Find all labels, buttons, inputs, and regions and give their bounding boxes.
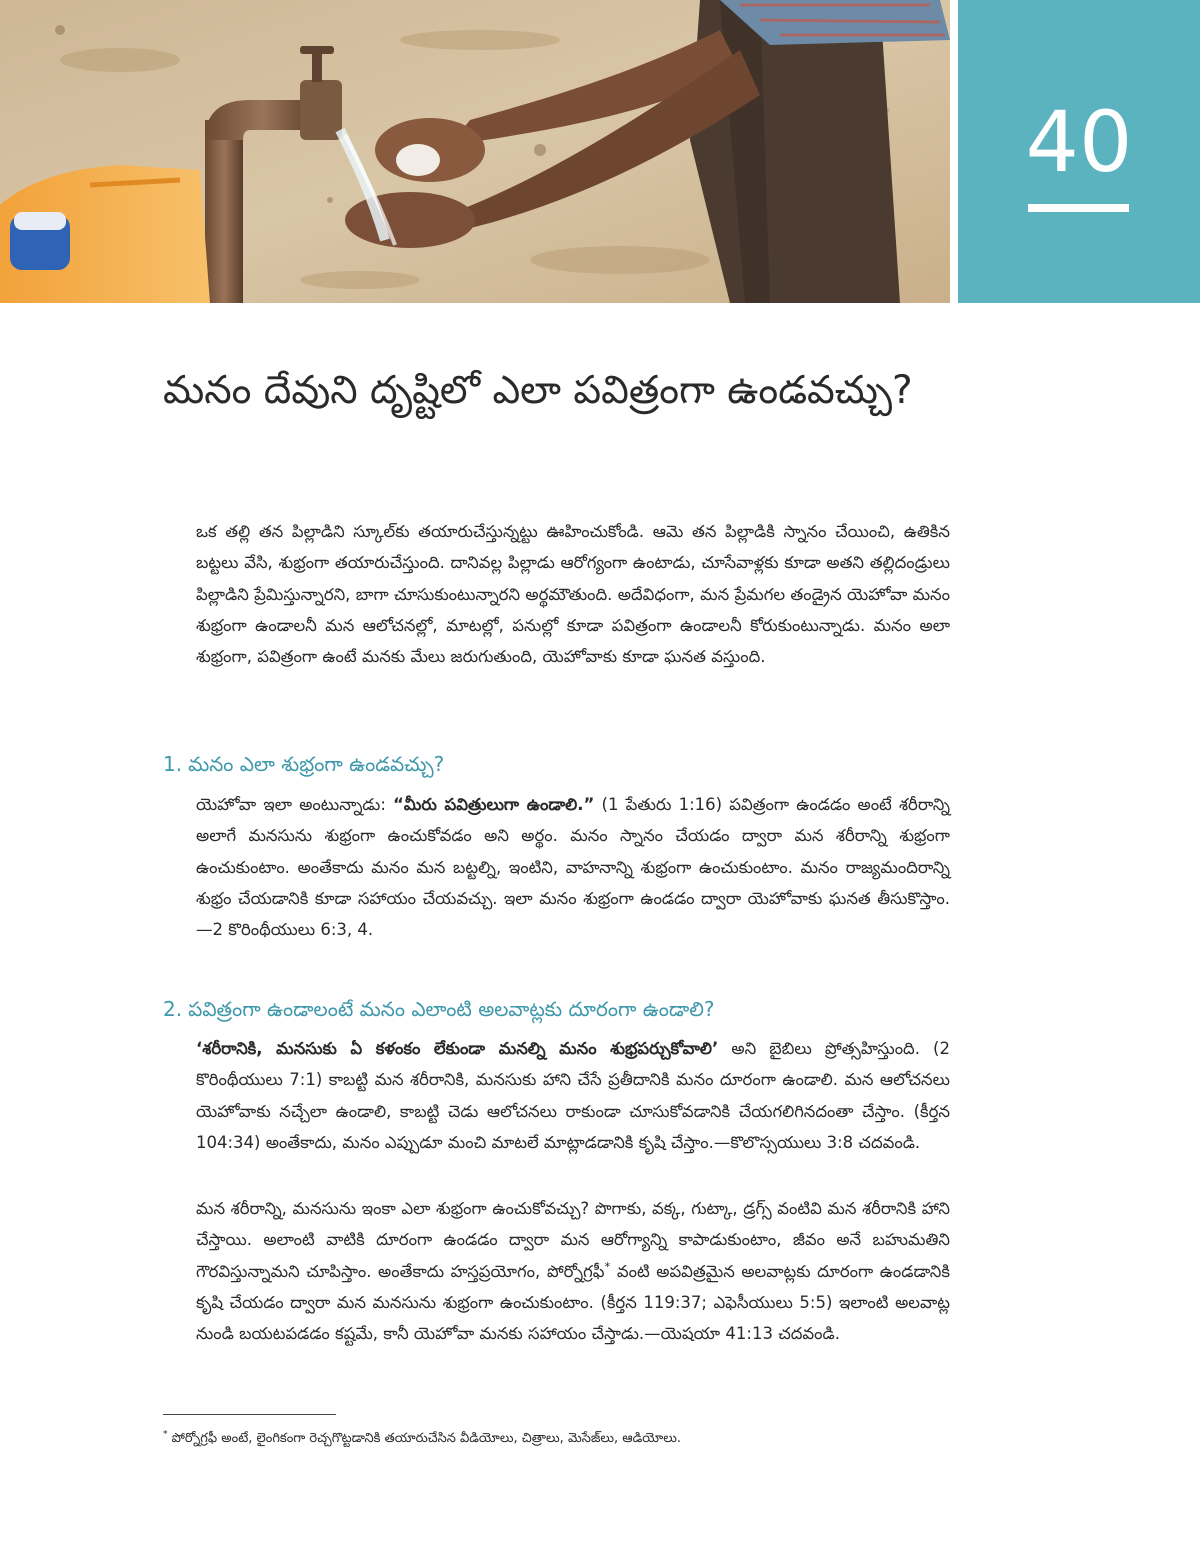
footnote-mark: * — [163, 1429, 168, 1440]
section-1-paragraph — [196, 789, 950, 945]
footnote — [163, 1428, 963, 1450]
section-2-para2-part-a: మన శరీరాన్ని, మనసును ఇంకా ఎలా శుభ్రంగా ఉంచుకోవచ్చు? పొగాకు, వక్క, గుట్కా, డ్రగ్స్ వంటివి మన శరీరానికి హాని చేస్తాయి. అలాంటి వాటికి దూరంగా ఉండడం ద్వారా మన ఆరోగ్యాన్ని కాపాడుకుంటాం, జీవం అనే బహుమతిని గౌరవిస్తున్నామని చూపిస్తాం. అంతేకాదు హస్తప్రయోగం, పోర్నోగ్రఫీ — [196, 1199, 950, 1281]
section-1-body: (1 పేతురు 1:16) పవిత్రంగా ఉండడం అంటే శరీరాన్ని అలాగే మనసును శుభ్రంగా ఉంచుకోవడం అని అర్థం. మనం స్నానం చేయడం ద్వారా మన శరీరాన్ని శుభ్రంగా ఉంచుకుంటాం. అంతేకాదు మనం మన బట్టల్ని, ఇంటిని, వాహనాన్ని శుభ్రంగా ఉంచుకుంటాం. మనం రాజ్యమందిరాన్ని శుభ్రం చేయడానికి కూడా సహాయం చేయవచ్చు. ఇలా మనం శుభ్రంగా ఉండడం ద్వారా యెహోవాకు ఘనత తీసుకొస్తాం. —2 కొరింథీయులు 6:3, 4. — [196, 795, 950, 940]
section-2-quote: ‘శరీరానికి, మనసుకు ఏ కళంకం లేకుండా మనల్ని మనం శుభ్రపర్చుకోవాలి’ — [196, 1039, 719, 1058]
section-2-body: అని బైబిలు ప్రోత్సహిస్తుంది. (2 కొరింథీయులు 7:1) కాబట్టి మన శరీరానికి, మనసుకు హాని చేసే ప్రతీదానికి మనం దూరంగా ఉండాలి. మన ఆలోచనలు యెహోవాకు నచ్చేలా ఉండాలి, కాబట్టి చెడు ఆలోచనలు రాకుండా చూసుకోవడానికి చేయగలిగినదంతా చేస్తాం. (కీర్తన 104:34) అంతేకాదు, మనం ఎప్పుడూ మంచి మాటలే మాట్లాడడానికి కృషి చేస్తాం.—కొలొస్సయులు 3:8 చదవండి. — [196, 1039, 950, 1152]
section-2-heading — [163, 993, 715, 1025]
lesson-number-panel — [958, 0, 1200, 303]
footnote-text: పోర్నోగ్రఫీ అంటే, లైంగికంగా రెచ్చగొట్టడానికి తయారుచేసిన వీడియోలు, చిత్రాలు, మెసేజ్‌లు, ఆడియోలు. — [167, 1431, 682, 1446]
section-1-number: 1. — [163, 752, 183, 776]
section-2-para2-part-b: వంటి అపవిత్రమైన అలవాట్లకు దూరంగా ఉండడానికి కృషి చేయడం ద్వారా మన మనసును శుభ్రంగా ఉంచుకుంటాం. (కీర్తన 119:37; ఎఫెసీయులు 5:5) ఇలాంటి అలవాట్ల నుండి బయటపడడం కష్టమే, కానీ యెహోవా మనకు సహాయం చేస్తాడు.—యెషయా 41:13 చదవండి. — [196, 1261, 951, 1344]
hero-photo — [0, 0, 950, 303]
lesson-number-underline — [1028, 204, 1129, 212]
intro-paragraph: ఒక తల్లి తన పిల్లాడిని స్కూల్‌కు తయారుచేస్తున్నట్టు ఊహించుకోండి. ఆమె తన పిల్లాడికి స్నానం చేయించి, ఉతికిన బట్టలు వేసి, శుభ్రంగా తయారుచేస్తుంది. దానివల్ల పిల్లాడు ఆరోగ్యంగా ఉంటాడు, చూసేవాళ్లకు కూడా అతని తల్లిదండ్రులు పిల్లాడిని ప్రేమిస్తున్నారని, బాగా చూసుకుంటున్నారని అర్థమౌతుంది. అదేవిధంగా, మన ప్రేమగల తండ్రైన యెహోవా మనం శుభ్రంగా ఉండాలనీ మన ఆలోచనల్లో, మాటల్లో, పనుల్లో కూడా పవిత్రంగా ఉండాలనీ కోరుకుంటున్నాడు. మనం అలా శుభ్రంగా, పవిత్రంగా ఉంటే మనకు మేలు జరుగుతుంది, యెహోవాకు కూడా ఘనత వస్తుంది. — [196, 522, 950, 667]
section-2-paragraph-1 — [196, 1033, 950, 1158]
footnote-divider — [163, 1414, 336, 1415]
section-2-heading-text: పవిత్రంగా ఉండాలంటే మనం ఎలాంటి అలవాట్లకు దూరంగా ఉండాలి? — [188, 997, 715, 1021]
lesson-number: 40 — [1025, 93, 1133, 191]
section-2-number: 2. — [163, 997, 183, 1021]
page-title: మనం దేవుని దృష్టిలో ఎలా పవిత్రంగా ఉండవచ్చు? — [163, 368, 913, 413]
footnote-reference-mark[interactable]: * — [604, 1259, 611, 1274]
section-1-heading — [163, 748, 444, 780]
section-1-quote: “మీరు పవిత్రులుగా ఉండాలి.” — [393, 795, 595, 814]
section-2-paragraph-2 — [196, 1193, 950, 1349]
section-1-heading-text: మనం ఎలా శుభ్రంగా ఉండవచ్చు? — [188, 752, 445, 776]
hands-washing-photo-illustration — [0, 0, 950, 303]
section-1-lead: యెహోవా ఇలా అంటున్నాడు: — [196, 795, 394, 814]
